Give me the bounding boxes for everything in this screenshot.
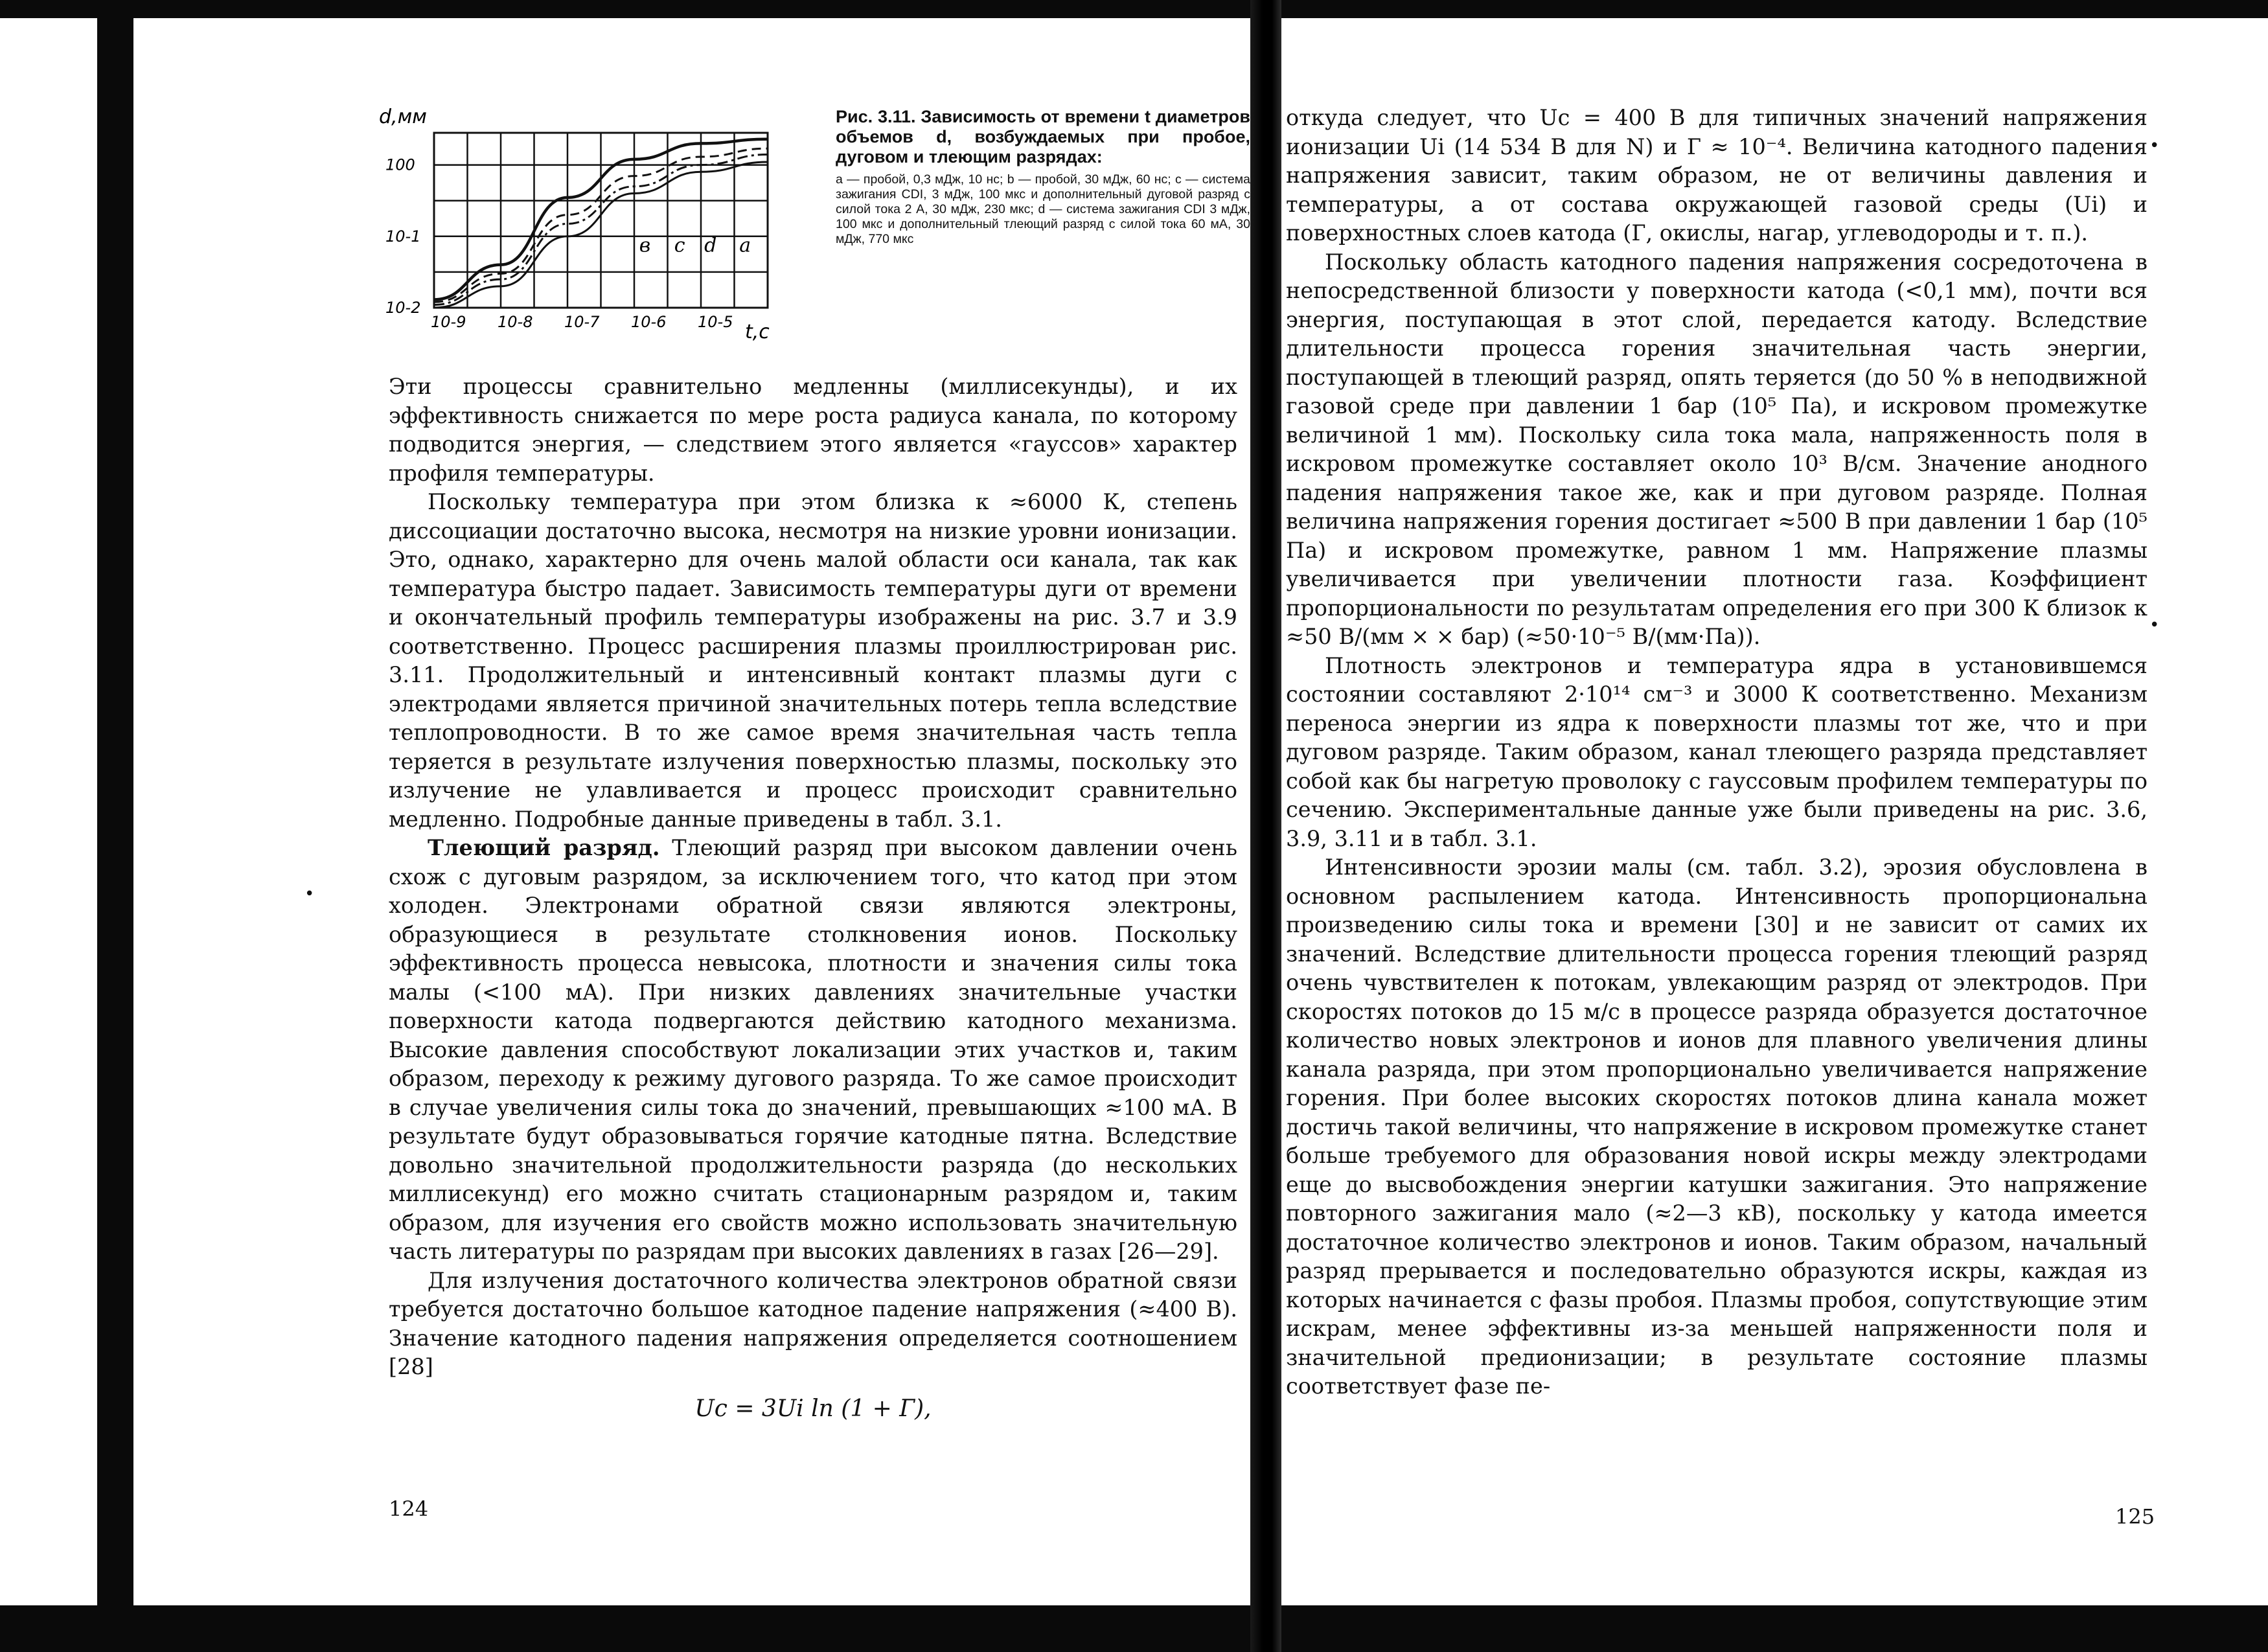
bottom-border [0,1605,2268,1652]
curve-label: d [704,234,717,257]
left-paragraph-1: Эти процессы сравнительно медленны (миллисекунды), и их эффективность снижается по мере роста радиуса канала, по которому подводится энергия, — следствием этого является «гауссов» характер профиля температуры. [389,374,1237,486]
left-paragraph-4: Для излучения достаточного количества электронов обратной связи требуется достаточно большое катодное падение напряжения (≈400 В). Значение катодного падения напряжения определяется соотношением [28] [389,1267,1237,1379]
figure-3-11 [372,104,819,343]
chart-svg [372,104,819,343]
book-spine [1250,0,1281,1652]
right-paragraph-1: откуда следует, что Uc = 400 В для типичных значений напряжения ионизации Ui (14 534 В для N) и Г ≈ 10⁻⁴. Величина катодного падения напряжения зависит, таким образом, не от величины давления и температуры, а от состава окружающей газовой среды (Ui) и поверхностных слоев катода (Г, окислы, нагар, углеводороды и т. п.). [1286,105,2148,246]
right-page [1286,104,2148,1401]
right-paragraph-3: Плотность электронов и температура ядра в установившемся состоянии составляют 2·10¹⁴ см⁻³ и 3000 К соответственно. Механизм переноса энергии из ядра к поверхности плазмы тот же, что и при дуговом разряде. Таким образом, канал тлеющего разряда представляет собой как бы нагретую проволоку с гауссовым профилем температуры по сечению. Экспериментальные данные уже были приведены на рис. 3.6, 3.9, 3.11 и в табл. 3.1. [1286,652,2148,851]
left-paragraph-3 [389,834,1237,1267]
x-axis-label: t,c [745,321,770,343]
left-paragraph-2: Поскольку температура при этом близка к ≈6000 К, степень диссоциации достаточно высока, несмотря на низкие уровни ионизации. Это, однако, характерно для очень малой области оси канала, так как температура быстро падает. Зависимость температуры дуги от времени и окончательный профиль температуры изображены на рис. 3.7 и 3.9 соответственно. Процесс расширения плазмы проиллюстрирован рис. 3.11. Продолжительный и интенсивный контакт плазмы дуги с электродами является причиной значительных потерь тепла вследствие теплопроводности. В то же самое время значительная часть тепла теряется в результате излучения поверхностью плазмы, поскольку это излучение не улавливается и процесс происходит сравнительно медленно. Подробные данные приведены в табл. 3.1. [389,489,1237,832]
page-number-right: 125 [2115,1504,2155,1529]
right-paragraph-2: Поскольку область катодного падения напряжения сосредоточена в непосредственной близости у поверхности катода (<0,1 мм), почти вся энергия, поступающая в этот слой, передается катоду. Вследствие длительности процесса горения значительная часть энергии, поступающей в тлеющий разряд, опять теряется (до 50 % в неподвижной газовой среде при давлении 1 бар (10⁵ Па), и искровом промежутке величиной 1 мм). Поскольку сила тока мала, напряженность поля в искровом промежутке составляет около 10³ В/см. Значение анодного падения напряжения такое же, как и при дуговом разряде. Полная величина напряжения горения достигает ≈500 В при давлении 1 бар (10⁵ Па) и искровом промежутке, равном 1 мм. Напряжение плазмы увеличивается при увеличении плотности газа. Коэффициент пропорциональности по результатам определения его при 300 К близок к ≈50 В/(мм × × бар) (≈50·10⁻⁵ В/(мм·Па)). [1286,249,2148,649]
curve-label: c [674,234,685,257]
x-tick-label: 10-6 [631,313,667,331]
formula-cathode-fall: Uc = 3Ui ln (1 + Г), [694,1395,932,1422]
y-tick-label: 10-1 [385,227,421,246]
x-tick-label: 10-8 [498,313,533,331]
x-tick-label: 10-7 [564,313,600,331]
margin-dot: • [2149,615,2160,635]
x-tick-label: 10-5 [698,313,733,331]
y-tick-label: 100 [385,155,415,174]
right-paragraph-4: Интенсивности эрозии малы (см. табл. 3.2), эрозия обусловлена в основном распылением катода. Интенсивность пропорциональна произведению силы тока и времени [30] и не зависит от самих их значений. Вследствие длительности процесса горения тлеющий разряд очень чувствителен к потокам, увлекающим разряд от электродов. При скоростях потоков до 15 м/с в процессе разряда образуется достаточное количество новых электронов и ионов для плавного увеличения длины канала разряда, при этом пропорционально увеличивается напряжение горения. При более высоких скоростях потоков длина канала может достичь такой величины, что напряжение в искровом промежутке станет больше требуемого для образования новой искры между электродами еще до высвобождения энергии катушки зажигания. Это напряжение повторного зажигания мало (≈2—3 кВ), поскольку у катода имеется достаточное количество электронов и ионов. Таким образом, начальный разряд прерывается и последовательно образуются искры, каждая из которых начинается с фазы пробоя. Плазмы пробоя, сопутствующие этим искрам, менее эффективны из-за меньшей напряженности поля и значительной предионизации; в результате состояние плазмы соответствует фазе пе- [1286,855,2148,1399]
left-paragraph-3-text: Тлеющий разряд при высоком давлении очень схож с дуговым разрядом, за исключением того, что катод при этом холоден. Электронами обратной связи являются электроны, образующиеся в результате столкновения ионов. Поскольку эффективность процесса невысока, плотности и значения силы тока малы (<100 мА). При низких давлениях значительные участки поверхности катода подвергаются действию катодного механизма. Высокие давления способствуют локализации этих участков и, таким образом, переходу к режиму дугового разряда. То же самое происходит в случае увеличения силы тока до значений, превышающих ≈100 мА. В результате будут образовываться горячие катодные пятна. Вследствие довольно значительной продолжительности разряда (до нескольких миллисекунд) его можно считать стационарным разрядом и, таким образом, для изучения его свойств можно использовать значительную часть литературы по разрядам при высоких давлениях в газах [26—29]. [389,835,1238,1264]
y-axis-label: d,мм [379,106,427,128]
margin-dot: • [304,884,315,904]
left-page [389,373,1237,1423]
top-border [0,0,2268,18]
y-tick-label: 10-2 [385,299,421,317]
curve-label: a [739,234,751,257]
caption-body: а — пробой, 0,3 мДж, 10 нс; b — пробой, 30 мДж, 60 нс; с — система зажигания CDI, 3 мДж, 100 мкс и дополнительный дуговой разряд с силой тока 2 А, 30 мДж, 230 мкс; d — система зажигания CDI 3 мДж, 100 мкс и дополнительный тлеющий разряд с силой тока 60 мА, 30 мДж, 770 мкс [836,172,1250,246]
x-tick-label: 10-9 [431,313,466,331]
section-heading-glow-discharge: Тлеющий разряд. [428,835,660,860]
figure-caption [836,107,1250,247]
page-number-left: 124 [389,1497,429,1521]
curve-label: в [639,234,651,257]
caption-title: Рис. 3.11. Зависимость от времени t диаметров объемов d, возбуждаемых при пробое, дуговом и тлеющим разрядах: [836,107,1250,166]
margin-dot: • [2149,136,2160,155]
left-border [97,18,133,1605]
